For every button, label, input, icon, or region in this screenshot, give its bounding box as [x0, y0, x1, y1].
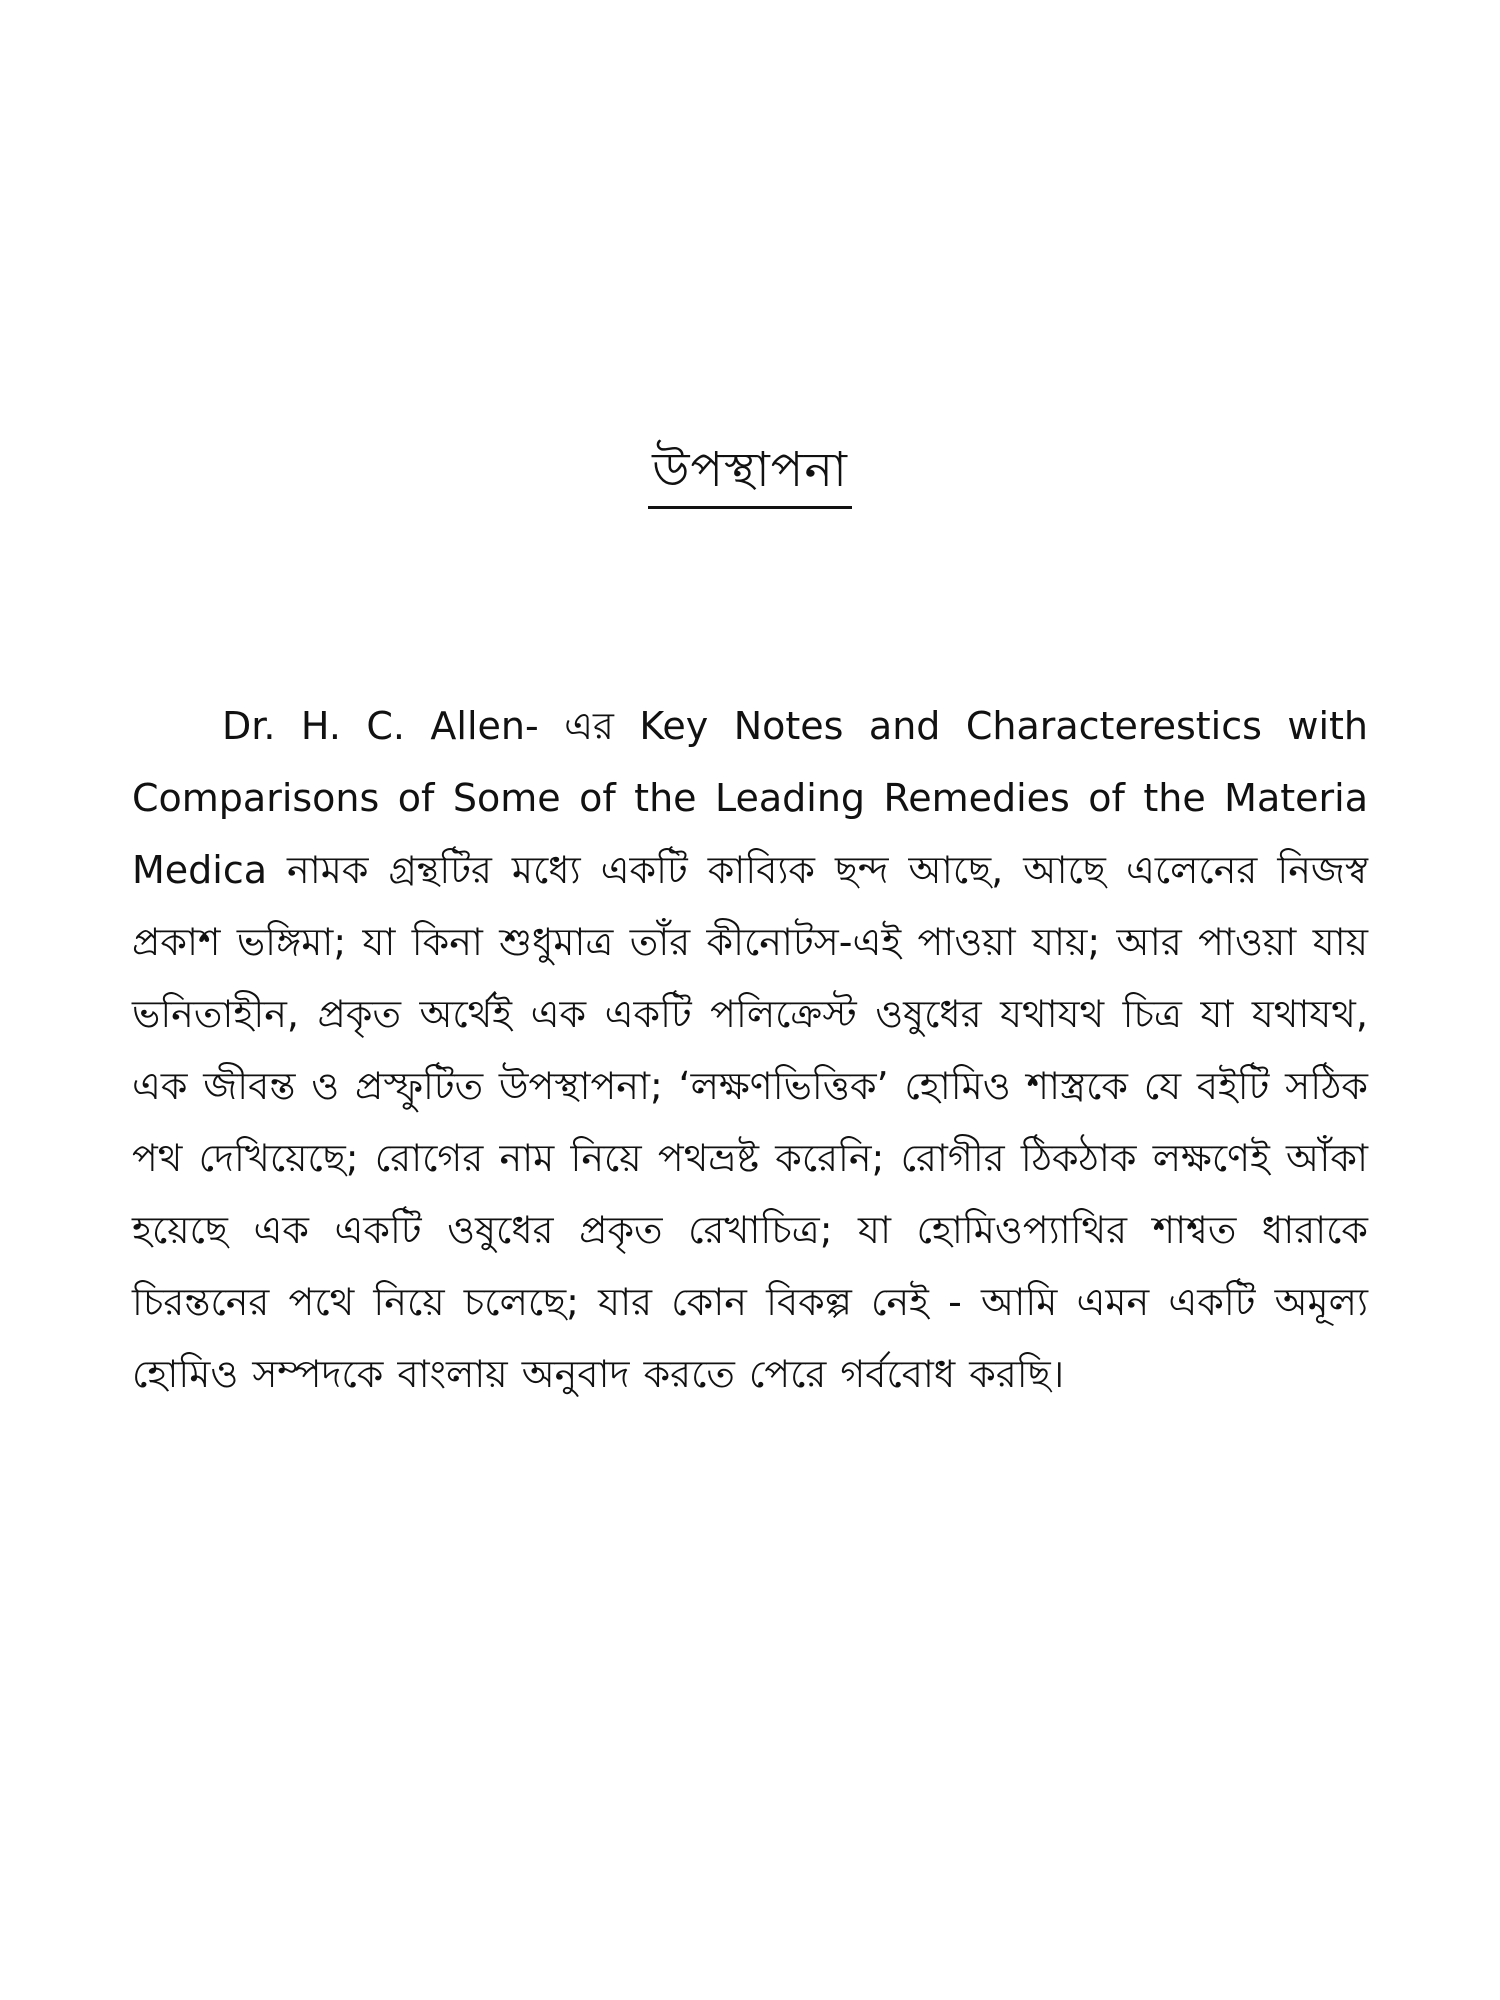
page-title: উপস্থাপনা [648, 440, 852, 509]
page-title-container [0, 440, 1500, 509]
body-paragraph: Dr. H. C. Allen- এর Key Notes and Characterestics with Comparisons of Some of the Leading Remedies of the Materia Medica নামক গ্রন্থটির মধ্যে একটি কাব্যিক ছন্দ আছে, আছে এলেনের নিজস্ব প্রকাশ ভঙ্গিমা; যা কিনা শুধুমাত্র তাঁর কীনোটস-এই পাওয়া যায়; আর পাওয়া যায় ভনিতাহীন, প্রকৃত অর্থেই এক একটি পলিক্রেস্ট ওষুধের যথাযথ চিত্র যা যথাযথ, এক জীবন্ত ও প্রস্ফুটিত উপস্থাপনা; ‘লক্ষণভিত্তিক’ হোমিও শাস্ত্রকে যে বইটি সঠিক পথ দেখিয়েছে; রোগের নাম নিয়ে পথভ্রষ্ট করেনি; রোগীর ঠিকঠাক লক্ষণেই আঁকা হয়েছে এক একটি ওষুধের প্রকৃত রেখাচিত্র; যা হোমিওপ্যাথির শাশ্বত ধারাকে চিরন্তনের পথে নিয়ে চলেছে; যার কোন বিকল্প নেই - আমি এমন একটি অমূল্য হোমিও সম্পদকে বাংলায় অনুবাদ করতে পেরে গর্ববোধ করছি। [132, 704, 1368, 1396]
